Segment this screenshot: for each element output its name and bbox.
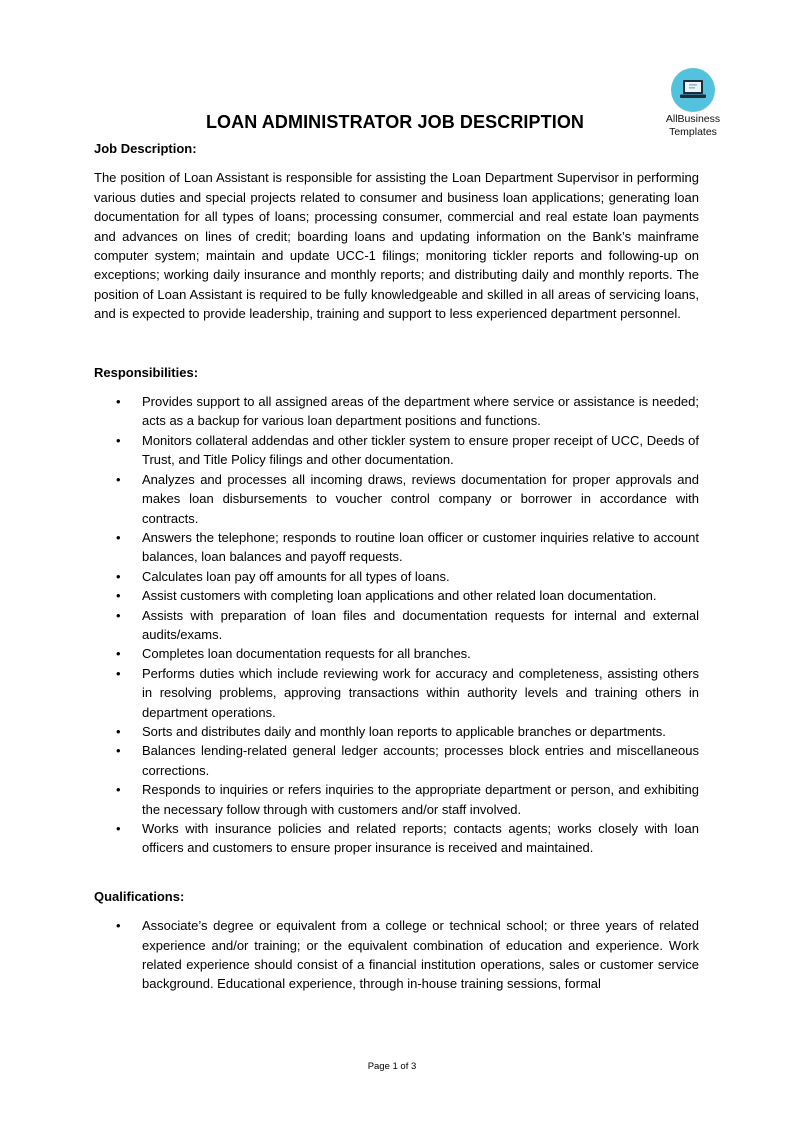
bullet-marker: • bbox=[116, 588, 121, 604]
list-item bbox=[94, 722, 699, 741]
list-item-text: Calculates loan pay off amounts for all types of loans. bbox=[142, 568, 450, 584]
list-item bbox=[94, 567, 699, 586]
job-description-heading: Job Description: bbox=[94, 141, 197, 156]
qualifications-list bbox=[94, 916, 699, 994]
bullet-marker: • bbox=[116, 471, 121, 487]
list-item bbox=[94, 780, 699, 819]
list-item-text: Works with insurance policies and related reports; contacts agents; works closely with loan officers and customers to ensure proper insurance is received and maintained. bbox=[142, 821, 699, 856]
list-item bbox=[94, 606, 699, 645]
bullet-marker: • bbox=[116, 529, 121, 545]
list-item bbox=[94, 819, 699, 858]
logo-text-line1: AllBusiness bbox=[665, 113, 721, 125]
list-item-text: Monitors collateral addendas and other tickler system to ensure proper receipt of UCC, Deeds of Trust, and Title Policy filings and other documentation. bbox=[142, 432, 699, 468]
list-item-text: Answers the telephone; responds to routine loan officer or customer inquiries relative to account balances, loan balances and payoff requests. bbox=[142, 529, 699, 565]
bullet-marker: • bbox=[116, 782, 121, 798]
list-item bbox=[94, 664, 699, 722]
bullet-marker: • bbox=[116, 432, 121, 448]
list-item-text: Responds to inquiries or refers inquiries to the appropriate department or person, and exhibiting the necessary follow through with customers and/or staff involved. bbox=[142, 782, 699, 817]
list-item bbox=[94, 392, 699, 431]
list-item-text: Completes loan documentation requests for all branches. bbox=[142, 646, 471, 662]
bullet-marker: • bbox=[116, 743, 121, 759]
bullet-marker: • bbox=[116, 723, 121, 739]
list-item bbox=[94, 644, 699, 663]
list-item-text: Assist customers with completing loan applications and other related loan documentation. bbox=[142, 588, 657, 604]
bullet-marker: • bbox=[116, 646, 121, 662]
document-body bbox=[94, 139, 699, 994]
list-item bbox=[94, 916, 699, 994]
bullet-marker: • bbox=[116, 665, 121, 681]
bullet-marker: • bbox=[116, 918, 121, 934]
list-item bbox=[94, 470, 699, 528]
list-item-text: Sorts and distributes daily and monthly loan reports to applicable branches or departments. bbox=[142, 723, 666, 739]
logo-text-line2: Templates bbox=[669, 126, 717, 138]
bullet-marker: • bbox=[116, 607, 121, 623]
list-item-text: Performs duties which include reviewing work for accuracy and completeness, assisting others in resolving problems, approving transactions within authority levels and training others in department operations. bbox=[142, 665, 699, 720]
list-item-text: Analyzes and processes all incoming draws, reviews documentation for proper approvals and makes loan disbursements to voucher control company or borrower in accordance with contracts. bbox=[142, 471, 699, 526]
document-title: LOAN ADMINISTRATOR JOB DESCRIPTION bbox=[205, 112, 585, 132]
list-item-text: Associate’s degree or equivalent from a college or technical school; or three years of related experience and/or training; or the equivalent combination of education and experience. Work related experience should consist of a financial institution operations, sales or customer service background. Educational experience, through in-house training sessions, formal bbox=[142, 918, 699, 992]
list-item bbox=[94, 741, 699, 780]
job-description-text: The position of Loan Assistant is responsible for assisting the Loan Department Supervisor in performing various duties and special projects related to consumer and business loan applications; generating loan documentation for all types of loans; processing consumer, commercial and real estate loan payments and advances on lines of credit; boarding loans and updating information on the Bank’s mainframe computer system; maintain and update UCC-1 filings; monitoring tickler reports and following-up on exceptions; working daily insurance and monthly reports; and distributing daily and monthly reports. The position of Loan Assistant is required to be fully knowledgeable and skilled in all areas of servicing loans, and is expected to provide leadership, training and support to less experienced department personnel. bbox=[94, 170, 699, 322]
list-item bbox=[94, 431, 699, 470]
list-item-text: Provides support to all assigned areas of the department where service or assistance is needed; acts as a backup for various loan department positions and functions. bbox=[142, 394, 699, 429]
list-item-text: Balances lending-related general ledger accounts; processes block entries and miscellaneous corrections. bbox=[142, 743, 699, 778]
responsibilities-heading: Responsibilities: bbox=[94, 364, 199, 380]
logo-badge bbox=[671, 68, 715, 112]
qualifications-heading: Qualifications: bbox=[94, 888, 185, 904]
bullet-marker: • bbox=[116, 568, 121, 584]
responsibilities-list bbox=[94, 392, 699, 858]
list-item bbox=[94, 586, 699, 605]
page-number: Page 1 of 3 bbox=[367, 1061, 417, 1072]
list-item-text: Assists with preparation of loan files and documentation requests for internal and external audits/exams. bbox=[142, 607, 699, 642]
laptop-icon bbox=[680, 79, 706, 101]
bullet-marker: • bbox=[116, 821, 121, 836]
list-item bbox=[94, 528, 699, 567]
bullet-marker: • bbox=[116, 394, 121, 410]
